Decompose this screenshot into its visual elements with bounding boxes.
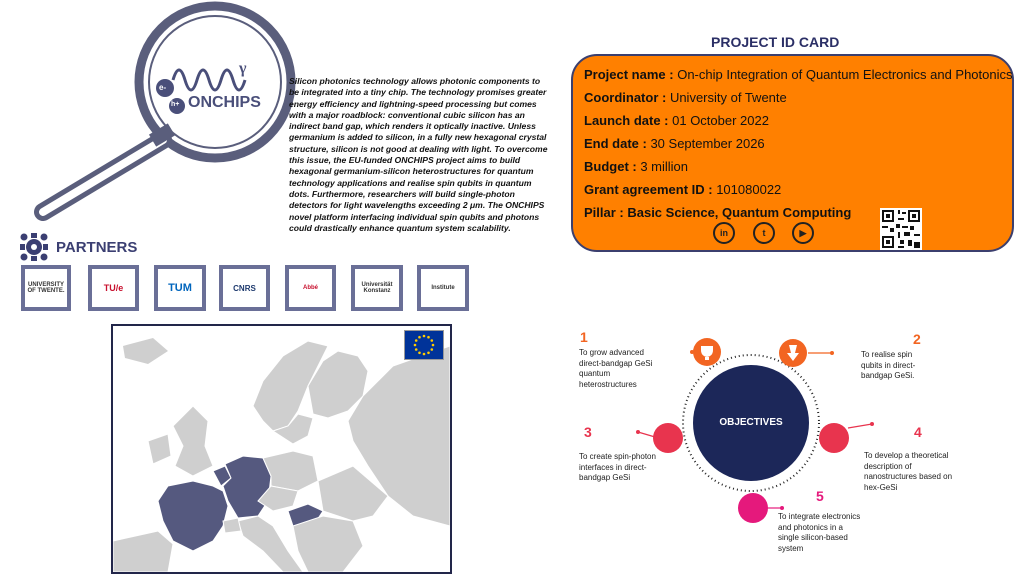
objective-5-marker — [738, 493, 768, 523]
objectives-title: OBJECTIVES — [719, 417, 783, 428]
objective-1-text: To grow advanced direct-bandgap GeSi quantum heterostructures — [579, 348, 653, 389]
europe-map-graphic — [113, 326, 450, 572]
card-row-pillar: Pillar : Basic Science, Quantum Computing — [584, 205, 852, 220]
partner-logo-tue[interactable]: TU/e — [88, 265, 139, 311]
logo-electron-label: e- — [159, 83, 167, 92]
objective-2-number: 2 — [913, 331, 921, 347]
logo-gamma: γ — [239, 60, 247, 77]
card-row-coordinator: Coordinator : University of Twente — [584, 90, 787, 105]
partners-title: PARTNERS — [56, 238, 138, 256]
objective-3-text: To create spin-photon interfaces in direct-bandgap GeSi — [579, 452, 656, 482]
logo-hole-label: h+ — [171, 101, 180, 108]
project-card-title: PROJECT ID CARD — [711, 34, 840, 50]
eu-flag-icon — [404, 330, 444, 360]
objective-4-marker — [819, 423, 849, 453]
card-row-budget: Budget : 3 million — [584, 159, 689, 174]
card-row-grant-id: Grant agreement ID : 101080022 — [584, 182, 782, 197]
objective-3-marker — [653, 423, 683, 453]
objective-3-number: 3 — [584, 424, 592, 440]
partner-logo-konstanz[interactable]: Universität Konstanz — [351, 265, 403, 311]
partners-header — [20, 232, 137, 262]
linkedin-icon[interactable]: in — [713, 222, 735, 244]
youtube-icon[interactable]: ▶ — [792, 222, 814, 244]
objective-1-number: 1 — [580, 329, 588, 345]
objective-5-text: To integrate electronics and photonics in a single silicon-based system — [778, 512, 861, 553]
europe-map — [111, 324, 452, 574]
objective-5-number: 5 — [816, 488, 824, 504]
partner-logo-institute[interactable]: Institute — [417, 265, 469, 311]
card-row-end-date: End date : 30 September 2026 — [584, 136, 765, 151]
project-description: Silicon photonics technology allows photonic components to be integrated into a tiny chip. The technology promises greater energy efficiency and lightning-speed processing but comes with a major roadblock: conventional cubic silicon has an indirect band gap, which renders it optically inactive. Unless germanium is added to silicon, in a fully new hexagonal crystal structure, silicon is not good at dealing with light. To overcome this issue, the EU-funded ONCHIPS project aims to build hexagonal germanium-silicon heterostructures for quantum technology applications and realise spin qubits in quantum dots. Furthermore, researchers will build single-photon detectors for light wavelengths exceeding 2 μm. The ONCHIPS novel platform interfacing individual spin qubits and photons could drastically enhance quantum system scalability. — [289, 76, 548, 233]
partner-logo-twente[interactable]: UNIVERSITY OF TWENTE. — [21, 265, 71, 311]
objective-4-number: 4 — [914, 424, 922, 440]
objective-2-text: To realise spin qubits in direct-bandgap GeSi. — [861, 350, 916, 380]
partner-logo-abbe[interactable]: Abbé — [285, 265, 336, 311]
magnifier-illustration — [15, 0, 305, 230]
objective-4-text: To develop a theoretical description of nanostructures based on hex-GeSi — [864, 451, 953, 492]
qr-code-icon[interactable] — [880, 208, 922, 250]
project-id-card — [571, 54, 1014, 252]
twitter-icon[interactable]: t — [753, 222, 775, 244]
partner-logo-cnrs[interactable]: CNRS — [219, 265, 270, 311]
card-row-project-name: Project name : On-chip Integration of Quantum Electronics and Photonics — [584, 67, 1013, 82]
partner-logo-tum[interactable]: TUM — [154, 265, 206, 311]
card-row-launch-date: Launch date : 01 October 2022 — [584, 113, 769, 128]
logo-wave — [173, 70, 245, 90]
network-icon — [20, 233, 48, 261]
logo-text: ONCHIPS — [188, 94, 261, 111]
